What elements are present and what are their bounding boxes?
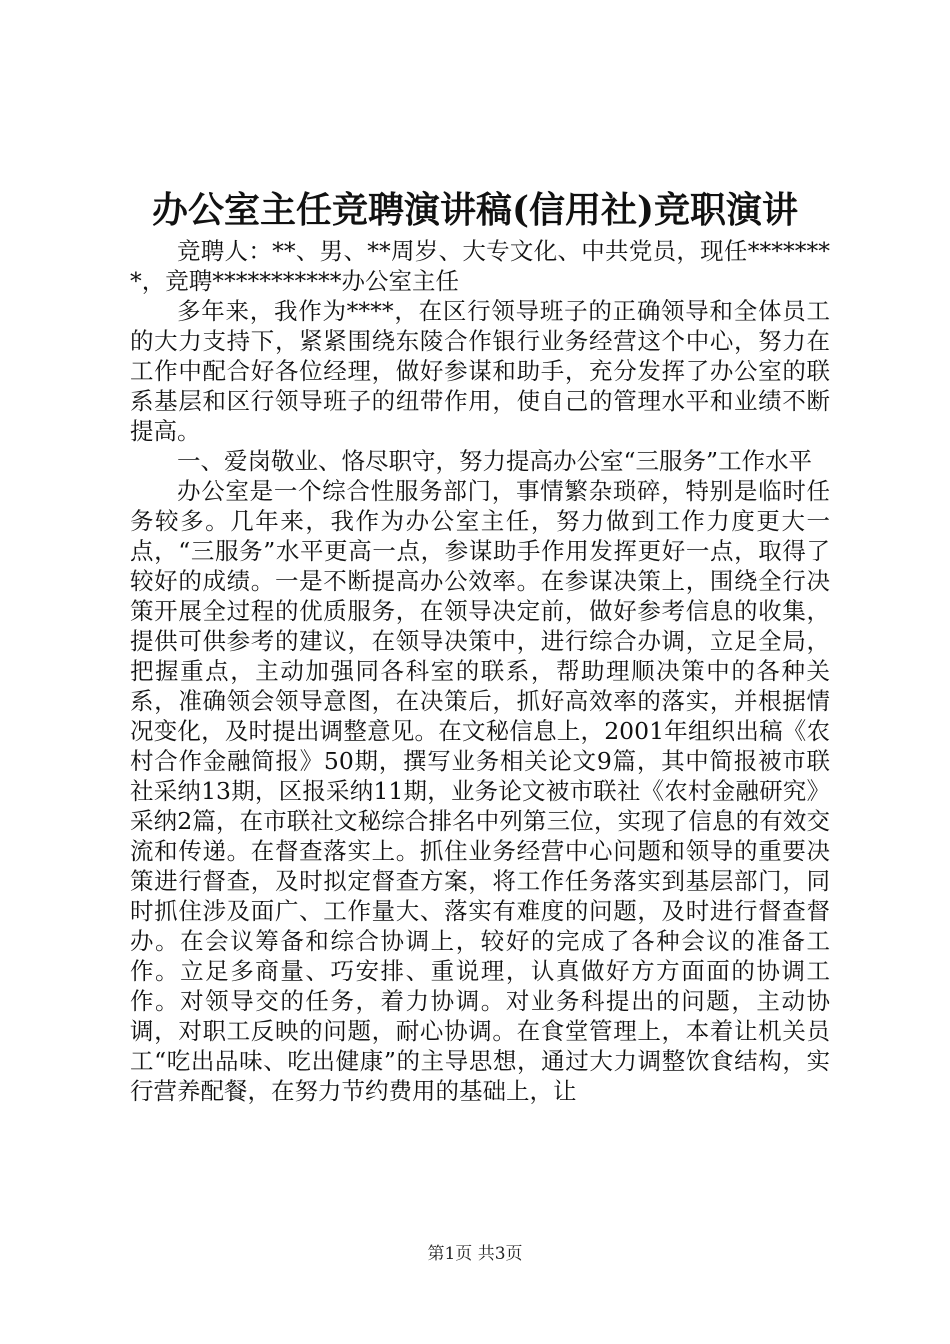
document-body [130, 236, 830, 1106]
paragraph-office-work: 办公室是一个综合性服务部门，事情繁杂琐碎，特别是临时任务较多。几年来，我作为办公室主任，努力做到工作力度更大一点，“三服务”水平更高一点，参谋助手作用发挥更好一点，取得了较好的成绩。一是不断提高办公效率。在参谋决策上，围绕全行决策开展全过程的优质服务，在领导决定前，做好参考信息的收集，提供可供参考的建议，在领导决策中，进行综合办调，立足全局，把握重点，主动加强同各科室的联系，帮助理顺决策中的各种关系，准确领会领导意图，在决策后，抓好高效率的落实，并根据情况变化，及时提出调整意见。在文秘信息上，2001年组织出稿《农村合作金融简报》50期，撰写业务相关论文9篇，其中简报被市联社采纳13期，区报采纳11期，业务论文被市联社《农村金融研究》采纳2篇，在市联社文秘综合排名中列第三位，实现了信息的有效交流和传递。在督查落实上。抓住业务经营中心问题和领导的重要决策进行督查，及时拟定督查方案，将工作任务落实到基层部门，同时抓住涉及面广、工作量大、落实有难度的问题，及时进行督查督办。在会议筹备和综合协调上，较好的完成了各种会议的准备工作。立足多商量、巧安排、重说理，认真做好方方面面的协调工作。对领导交的任务，着力协调。对业务科提出的问题，主动协调，对职工反映的问题，耐心协调。在食堂管理上，本着让机关员工“吃出品味、吃出健康”的主导思想，通过大力调整饮食结构，实行营养配餐，在努力节约费用的基础上，让 [130, 477, 830, 1105]
paragraph-introduction: 多年来，我作为****，在区行领导班子的正确领导和全体员工的大力支持下，紧紧围绕东陵合作银行业务经营这个中心，努力在工作中配合好各位经理，做好参谋和助手，充分发挥了办公室的联系基层和区行领导班子的纽带作用，使自己的管理水平和业绩不断提高。 [130, 297, 830, 445]
page-number-footer: 第1页 共3页 [427, 1244, 523, 1264]
document-title: 办公室主任竞聘演讲稿(信用社)竞职演讲 [151, 189, 799, 231]
paragraph-candidate-info: 竞聘人：**、男、**周岁、大专文化、中共党员，现任********，竞聘***********办公室主任 [130, 237, 830, 295]
section-heading-one: 一、爱岗敬业、恪尽职守，努力提高办公室“三服务”工作水平 [177, 447, 813, 475]
